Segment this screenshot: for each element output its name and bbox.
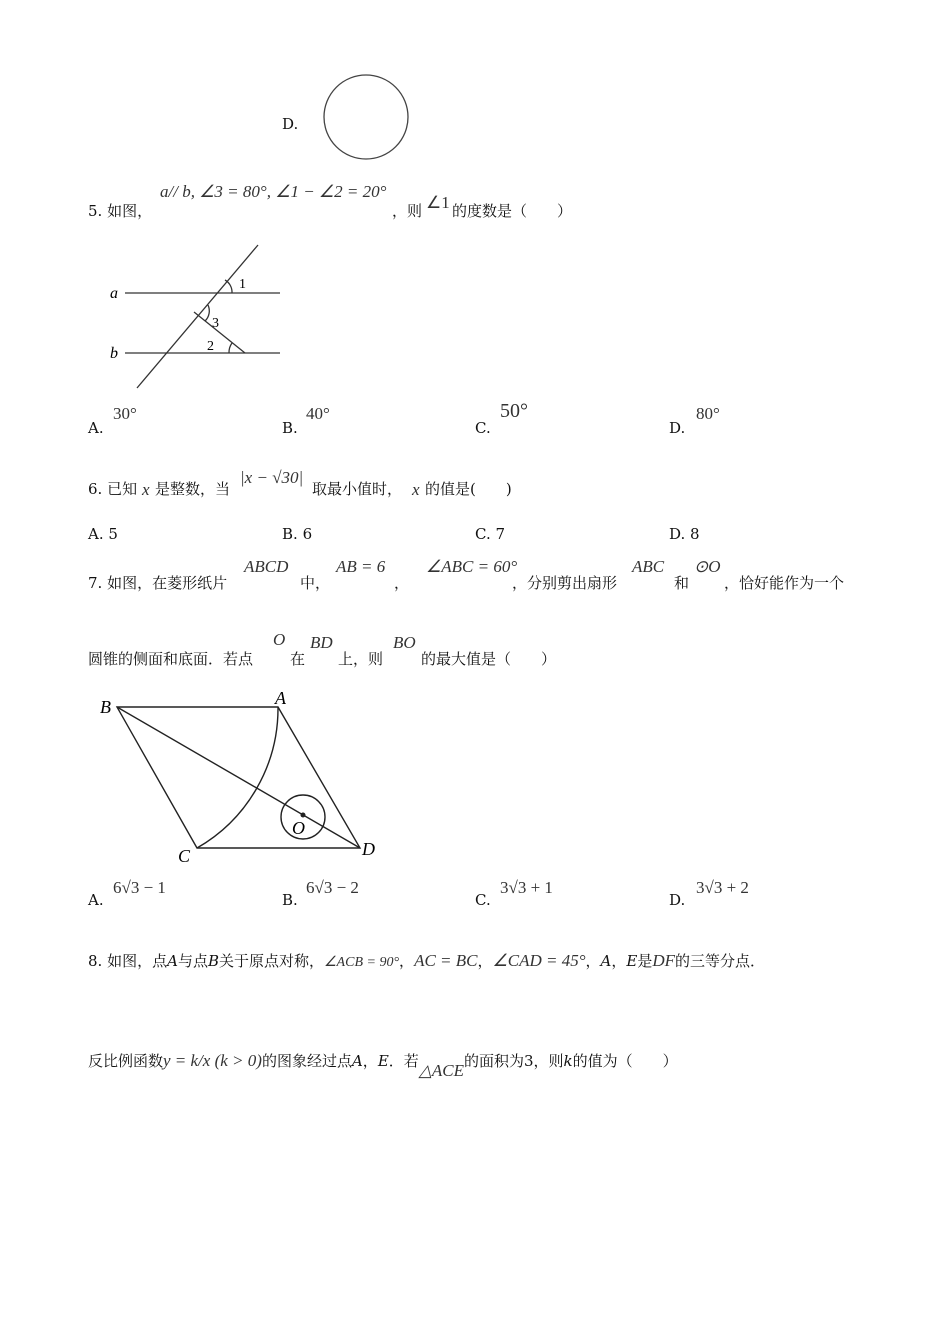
q6-option-c-label: C. [475,525,491,543]
q5-angle: ∠1 [426,193,450,212]
q8-l2f: ，则 [533,1052,564,1070]
q7-label-B: B [100,697,111,717]
q8-l1d: ， [585,952,601,970]
q5-label-1: 1 [239,277,246,292]
q5-option-b-value: 40° [306,404,330,423]
q6-option-b [282,525,312,543]
q5-label-a: a [110,285,118,302]
q5-condition: a// b, ∠3 = 80°, ∠1 − ∠2 = 20° [160,182,387,201]
q7-option-c-value: 3√3 + 1 [500,878,553,897]
q7-bd: BD [310,633,333,652]
q5-option-c-label: C. [475,419,491,437]
q7-angle: ∠ABC = 60° [426,557,518,576]
q8-l2g: 的值为（ ） [572,1052,678,1070]
q7-option-c-label: C. [475,891,491,909]
q6-option-d [669,525,700,543]
q6-prefix: 6. 已知 [88,480,138,498]
q8-line2 [88,1050,678,1080]
q7-label-O: O [292,818,305,838]
q7-option-d-value: 3√3 + 2 [696,878,749,897]
q6-option-c [475,525,505,543]
q8-sep1: ， [399,952,415,970]
q5-prefix: 5. 如图， [88,202,153,220]
q5-option-a-label: A. [88,419,104,437]
q8-l1f: 的三等分点． [675,952,766,970]
q8-l2d: ．若 [388,1052,419,1070]
q8-k: k [563,1052,573,1070]
q6-option-d-value: 8 [690,525,700,543]
q7-prefix: 7. 如图，在菱形纸片 [88,574,228,592]
q4-option-d-label: D. [282,115,299,133]
q8-area: 3 [523,1052,534,1070]
q8-l2a: 反比例函数 [88,1052,164,1070]
q5-option-b-label: B. [282,419,298,437]
q7-t3: ，分别剪出扇形 [512,574,618,592]
q6-option-c-value: 7 [495,525,506,543]
q8-point-e: E [626,952,638,970]
q5-figure [125,245,280,388]
q5-mid: ，则 [392,202,423,220]
q5-label-2: 2 [207,339,214,354]
q7-figure [117,707,360,848]
q7-abc: ABC [632,557,665,576]
q7-t2: ， [394,574,410,592]
q6-expression: |x − √30| [240,468,304,487]
q5-option-d-value: 80° [696,404,720,423]
q8-l1b: 与点 [177,952,208,970]
q6-option-a [88,525,118,543]
q8-l2c: ， [362,1052,378,1070]
q7-line2-b: 在 [290,650,306,668]
q8-acb: ∠ACB = 90° [324,955,400,970]
q7-bo: BO [393,633,416,652]
q5-option-c-value: 50° [500,400,528,422]
q6-x1: x [142,480,150,499]
option-d-circle-figure [324,75,408,159]
q7-label-D: D [362,839,375,859]
q6-option-b-value: 6 [302,525,313,543]
q6-mid2: 取最小值时， [312,480,403,498]
q7-point-o [301,813,306,818]
q5-label-b: b [110,345,118,362]
q8-line1 [88,950,765,971]
q7-line2-c: 上，则 [338,650,384,668]
q7-option-a-label: A. [88,891,104,909]
q8-sep2: ， [477,952,493,970]
q8-point-a2: A [600,952,612,970]
q7-option-d-label: D. [669,891,686,909]
q5-option-a-value: 30° [113,404,137,423]
q7-option-a-value: 6√3 − 1 [113,878,166,897]
q6-option-d-label: D. [669,525,686,543]
q8-l1a: 8. 如图，点 [88,952,168,970]
q8-cad: ∠CAD = 45° [492,951,586,970]
q8-function: y = k/x (k > 0) [163,1051,262,1070]
q5-option-d-label: D. [669,419,686,437]
q6-x2: x [412,480,420,499]
q8-point-b: B [207,952,219,970]
q7-label-A: A [275,688,286,708]
q7-abcd: ABCD [244,557,289,576]
q7-o: O [273,630,286,649]
q7-t4: 和 [674,574,690,592]
q8-point-a3: A [351,1052,363,1070]
q7-circle: ⊙O [694,557,721,576]
q8-l2e: 的面积为 [463,1052,524,1070]
q5-suffix: 的度数是（ ） [452,202,573,220]
q8-triangle: △ACE [418,1061,464,1080]
q5-label-3: 3 [212,316,219,331]
q8-acbc: AC = BC [414,951,478,970]
q7-line2-a: 圆锥的侧面和底面．若点 [88,650,254,668]
q8-l2b: 的图象经过点 [261,1052,352,1070]
q7-label-C: C [178,846,191,866]
q8-l1e: 是 [637,952,653,970]
q8-comma: ， [611,952,627,970]
q7-option-b-label: B. [282,891,298,909]
q7-line2-d: 的最大值是（ ） [421,650,557,668]
q7-ab: AB = 6 [336,557,386,576]
q6-option-b-label: B. [282,525,298,543]
q6-option-a-value: 5 [108,525,118,543]
q7-t1: 中， [300,574,331,592]
q8-df: DF [652,951,676,970]
q7-t5: ，恰好能作为一个 [724,574,845,592]
q6-mid1: 是整数，当 [155,480,231,498]
q8-point-e2: E [377,1052,389,1070]
q6-suffix: 的值是( ) [425,480,512,498]
q8-l1c: 关于原点对称， [218,952,324,970]
q7-option-b-value: 6√3 − 2 [306,878,359,897]
q8-point-a: A [167,952,178,970]
q6-option-a-label: A. [88,525,104,543]
